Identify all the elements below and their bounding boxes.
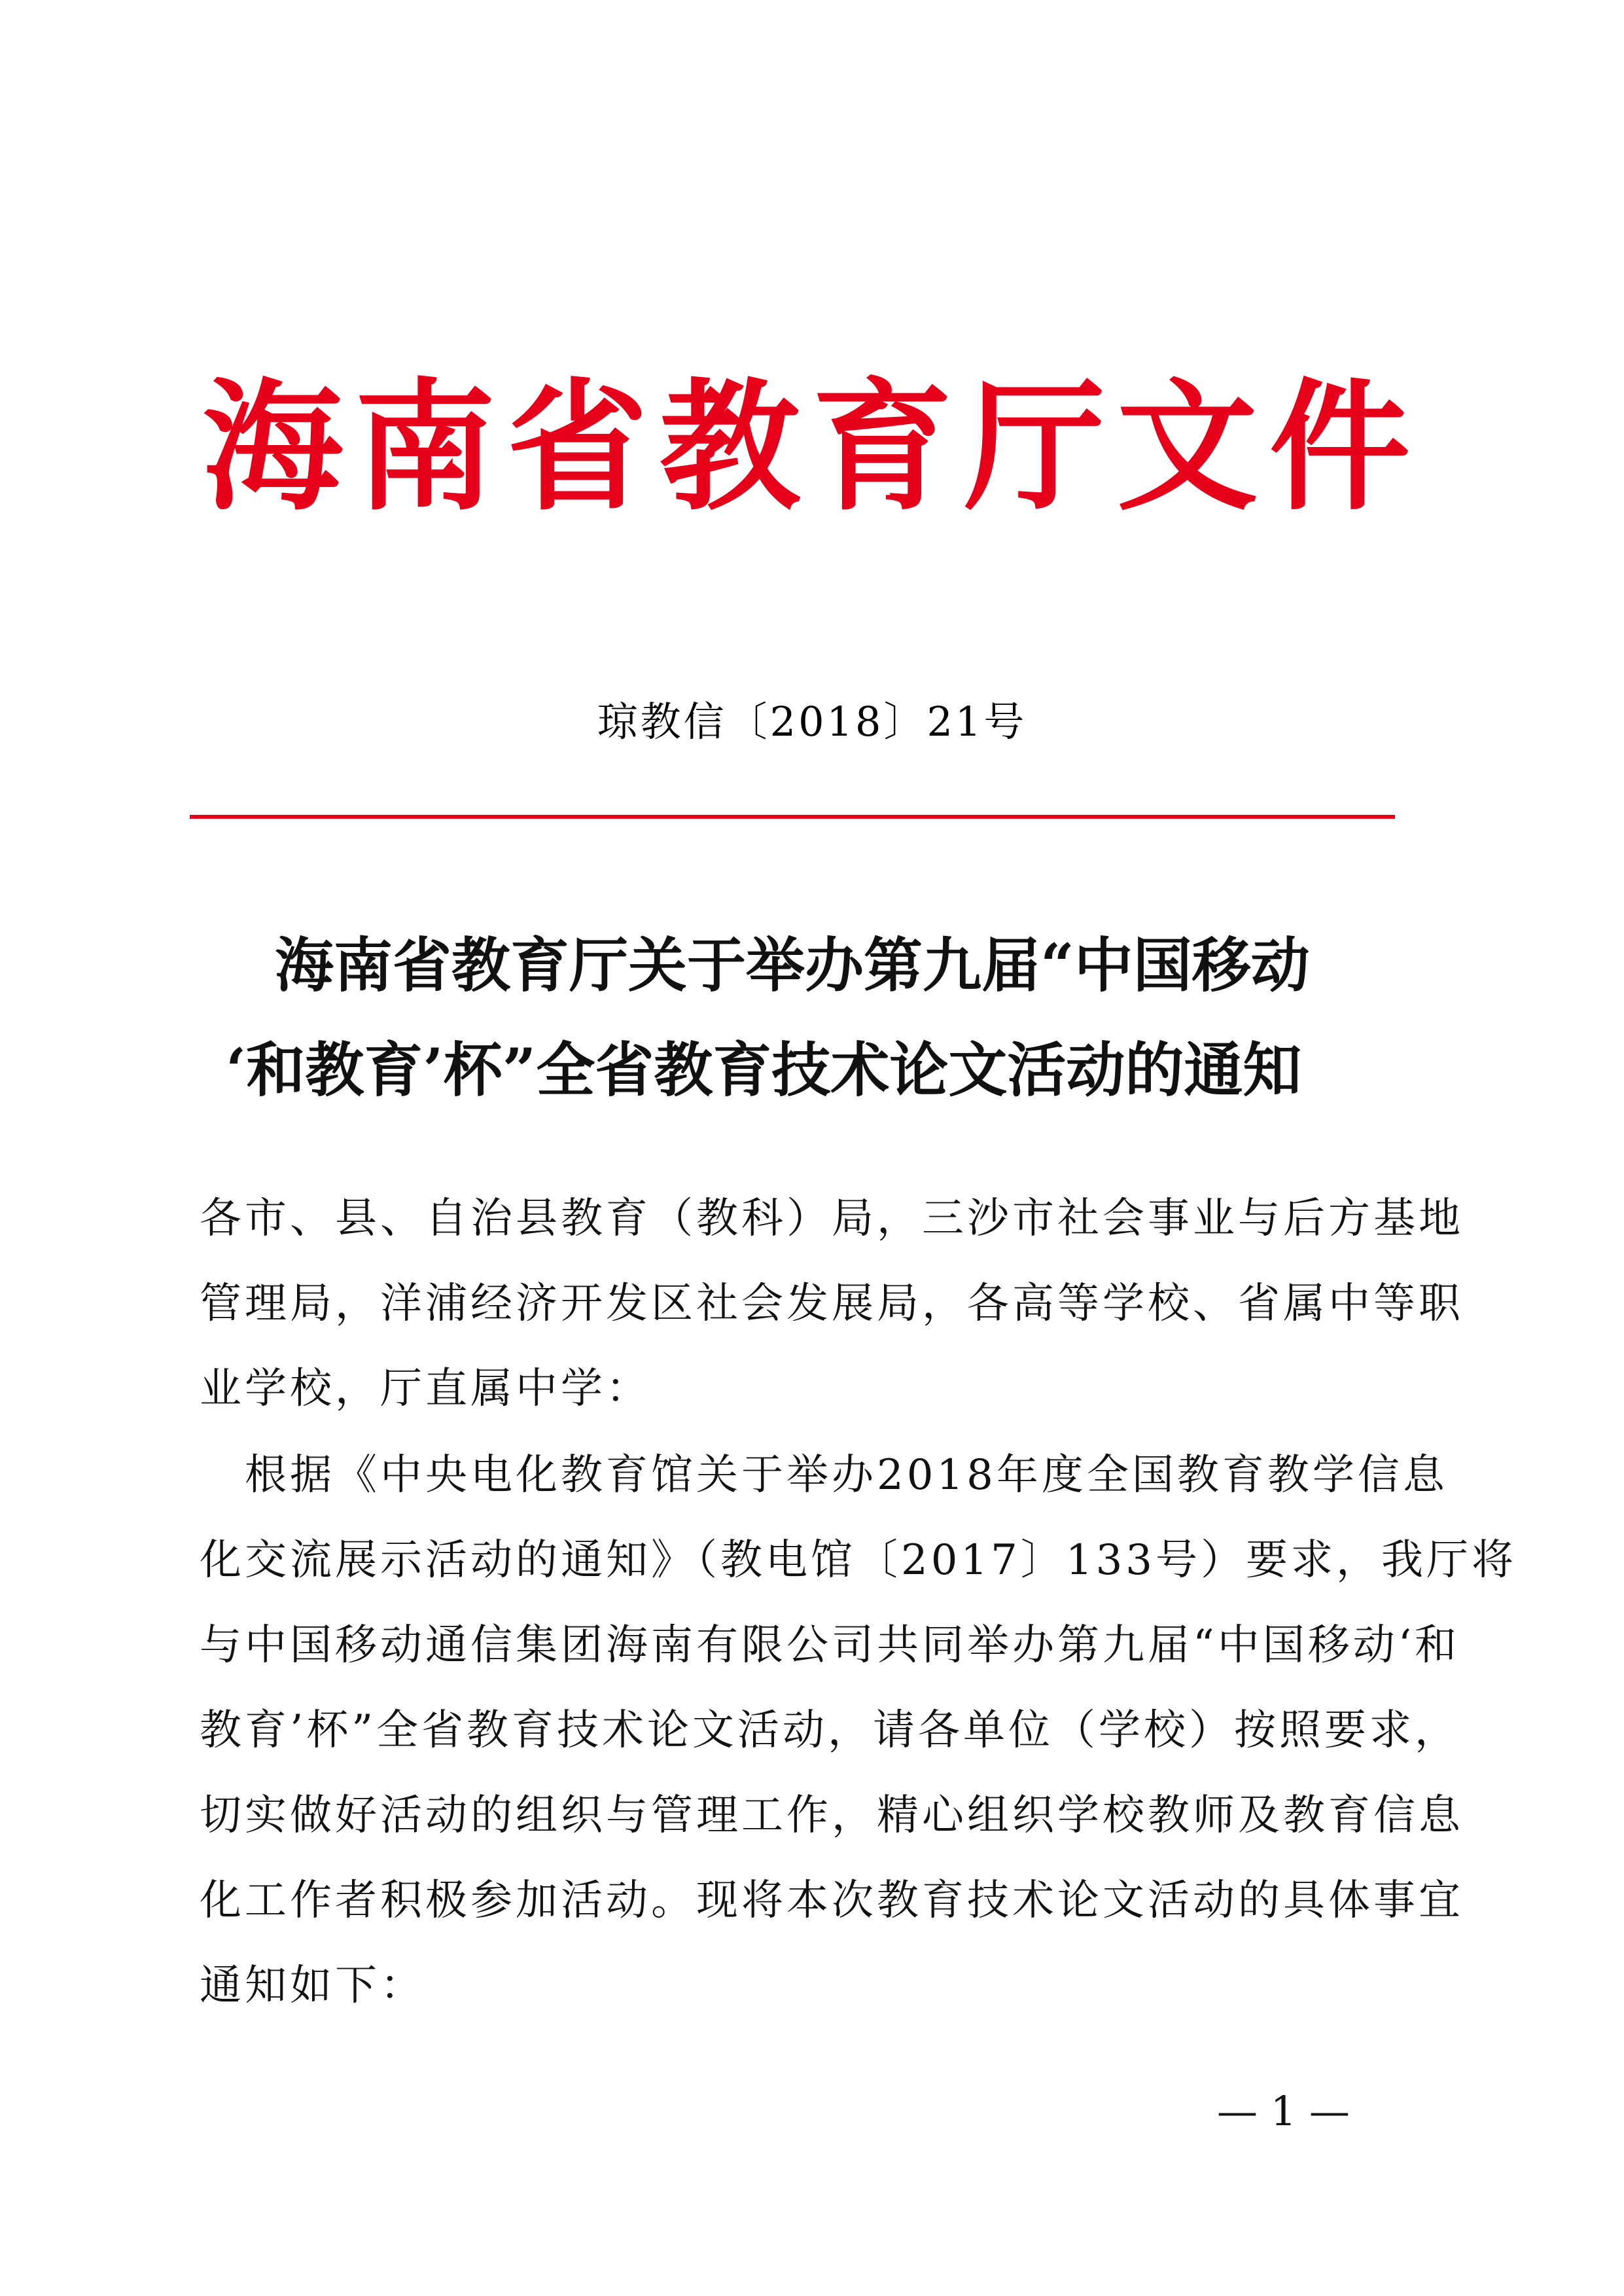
body-line: 化工作者积极参加活动。现将本次教育技术论文活动的具体事宜	[200, 1876, 1464, 1925]
document-number: 琼教信〔2018〕21号	[597, 698, 1027, 745]
notice-title-line-2: ‘和教育’杯”全省教育技术论文活动的通知	[226, 1035, 1302, 1105]
body-line: 各市、县、自治县教育（教科）局，三沙市社会事业与后方基地	[200, 1194, 1464, 1243]
notice-title-line-1: 海南省教育厅关于举办第九届“中国移动	[275, 931, 1310, 1000]
body-line: 化交流展示活动的通知》（教电馆〔2017〕133号）要求，我厅将	[200, 1536, 1517, 1585]
body-line: 业学校，厅直属中学：	[200, 1365, 651, 1413]
page-number: — 1 —	[1217, 2087, 1350, 2135]
body-line: 根据《中央电化教育馆关于举办2018年度全国教育教学信息	[200, 1451, 1448, 1499]
body-line: 教育’杯”全省教育技术论文活动，请各单位（学校）按照要求，	[200, 1706, 1460, 1755]
red-divider-line	[190, 815, 1395, 819]
body-line: 通知如下：	[200, 1962, 425, 2010]
body-line: 切实做好活动的组织与管理工作，精心组织学校教师及教育信息	[200, 1791, 1464, 1840]
body-line: 管理局，洋浦经济开发区社会发展局，各高等学校、省属中等职	[200, 1280, 1464, 1328]
document-header-title: 海南省教育厅文件	[202, 364, 1422, 529]
body-line: 与中国移动通信集团海南有限公司共同举办第九届“中国移动‘和	[200, 1621, 1460, 1670]
